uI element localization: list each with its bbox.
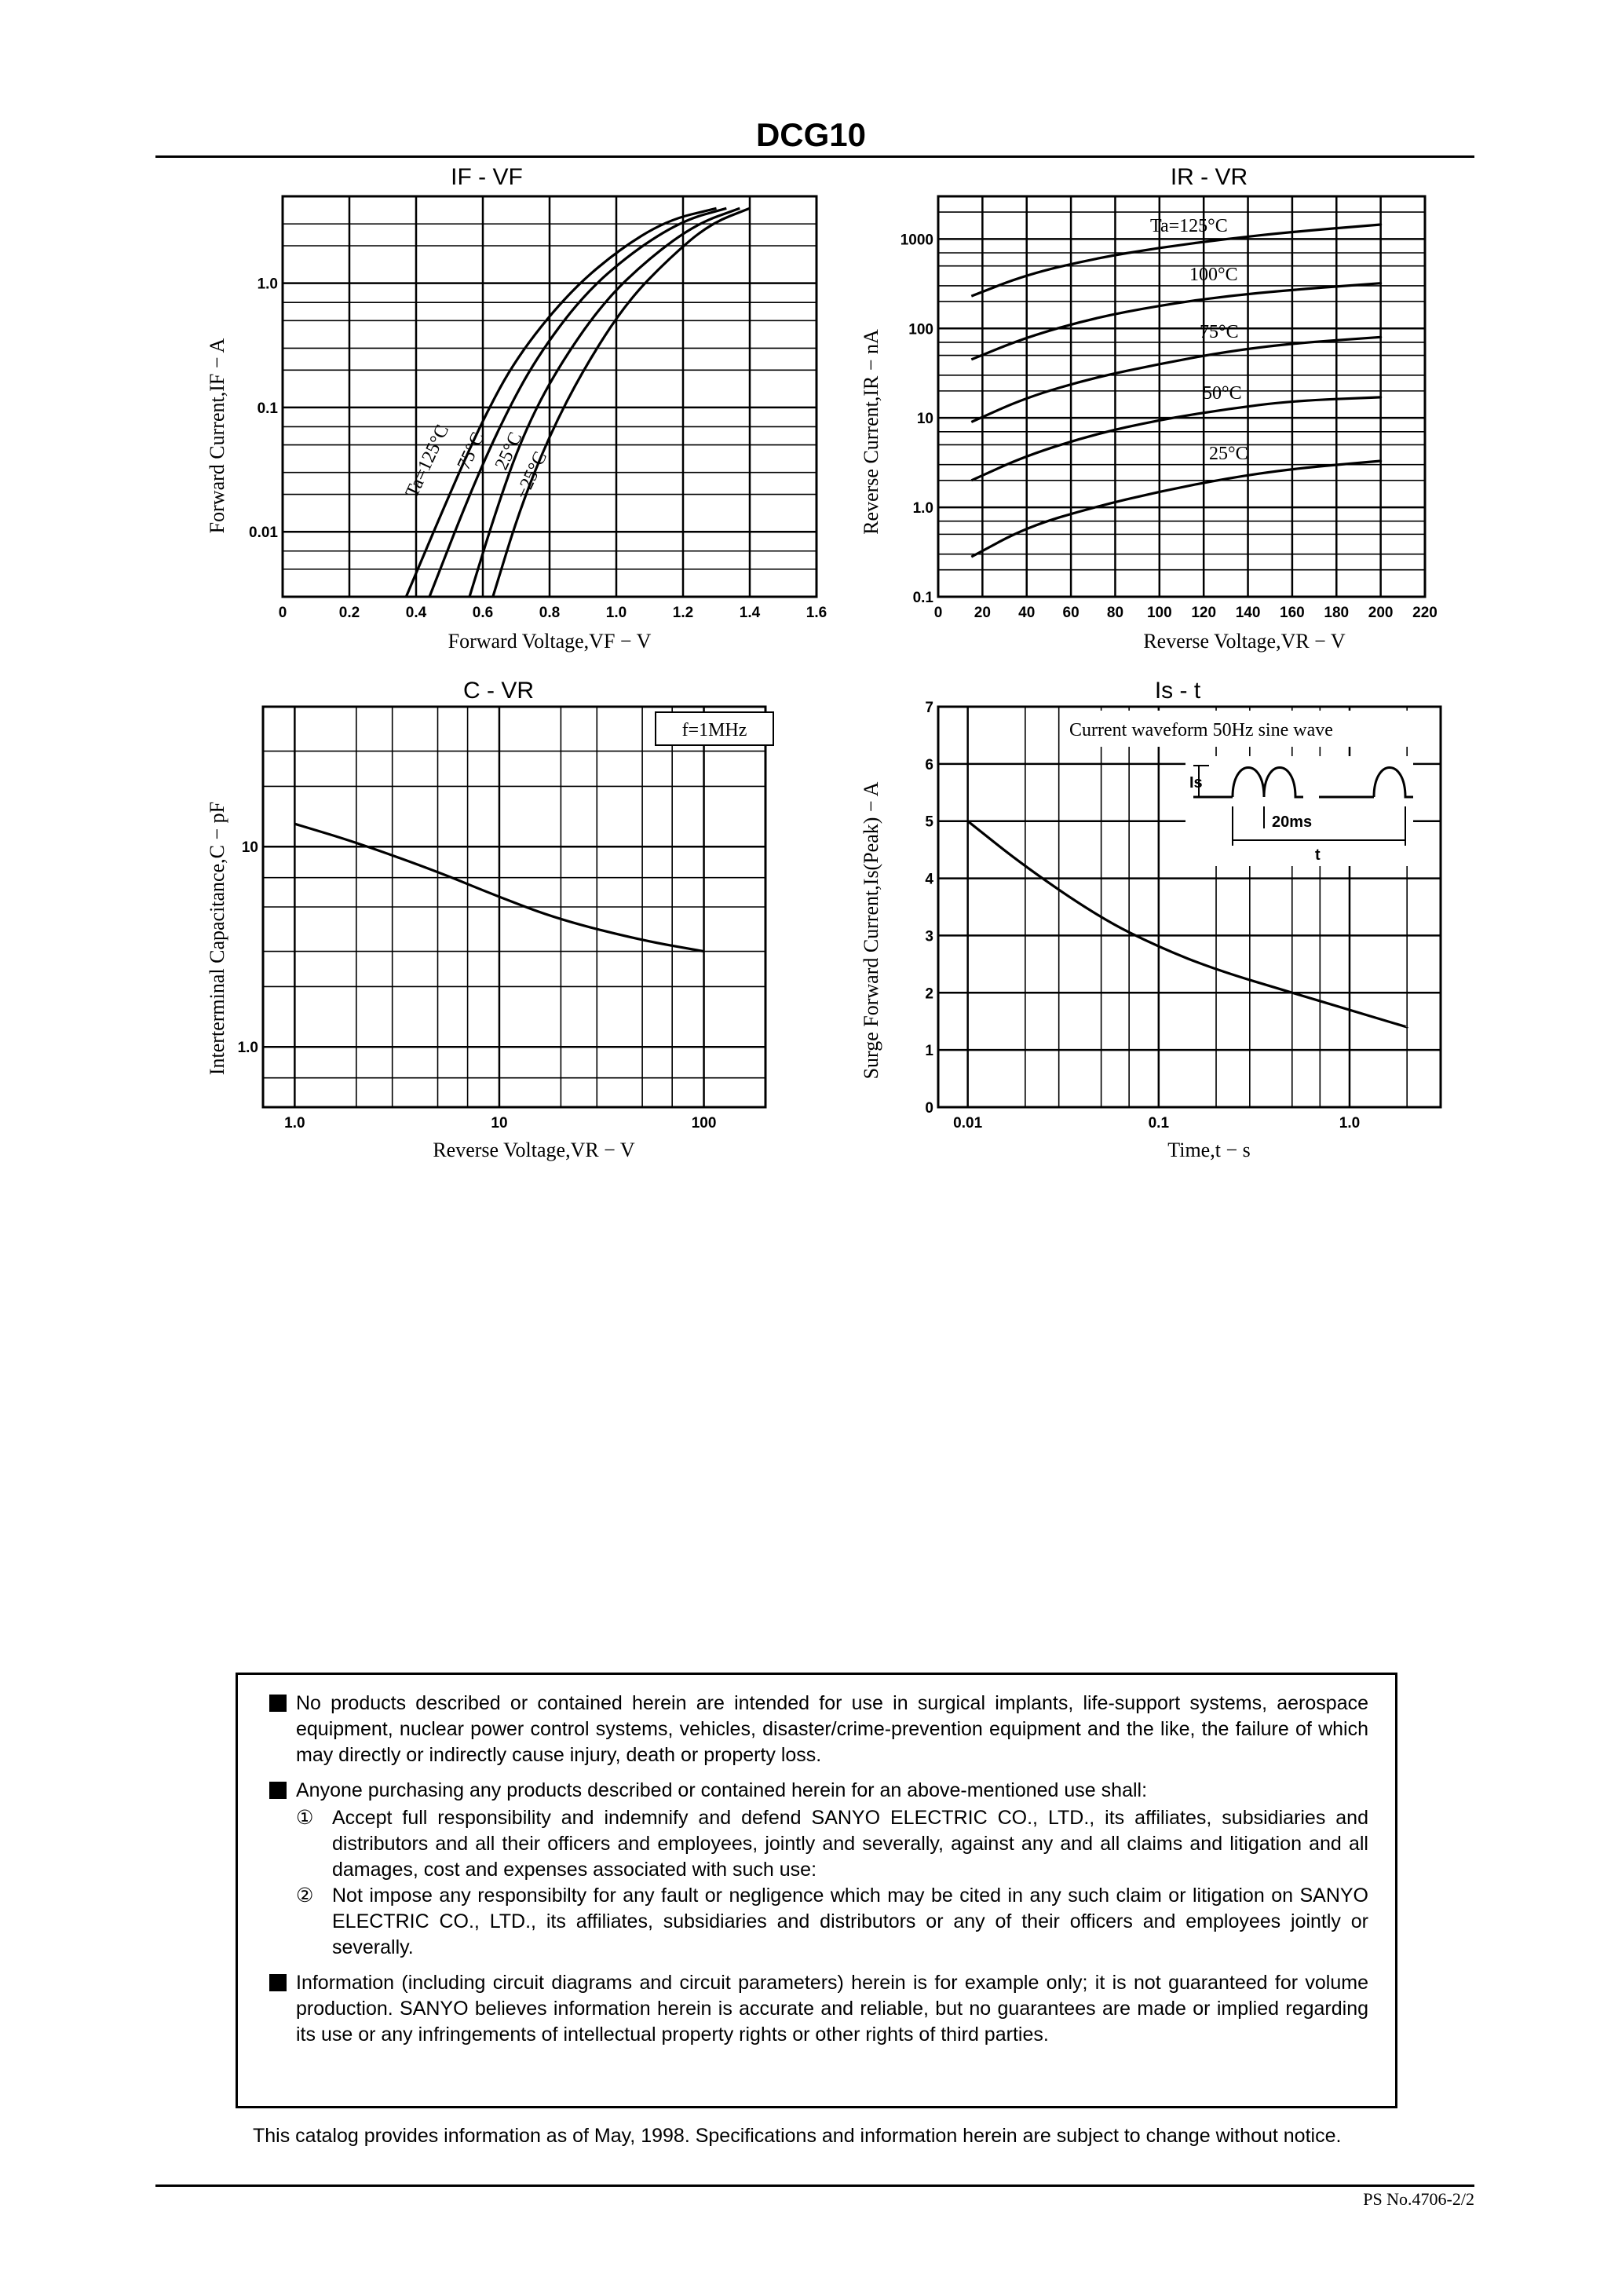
notice-sub-1: [269, 1805, 1368, 1883]
inset-label-t: t: [1315, 846, 1321, 864]
y-tick-label: 2: [925, 985, 933, 1003]
y-axis-label: Surge Forward Current,Is(Peak) − A: [860, 781, 882, 1080]
x-tick-label: 0: [278, 605, 287, 621]
x-tick-label: 1.4: [739, 605, 761, 621]
x-tick-label: 0.01: [953, 1115, 983, 1132]
x-tick-label: 20: [974, 605, 991, 621]
x-tick-label: 60: [1062, 605, 1080, 621]
y-tick-label: 0.1: [912, 590, 933, 606]
series-line: [493, 208, 750, 597]
y-tick-label: 0: [925, 1100, 933, 1117]
y-tick-label: 1.0: [912, 500, 933, 517]
x-tick-label: 180: [1324, 605, 1350, 621]
y-axis-label: Interterminal Capacitance,C − pF: [206, 801, 228, 1076]
frequency-annotation: f=1MHz: [681, 720, 747, 740]
x-tick-label: 140: [1235, 605, 1261, 621]
y-tick-label: 1.0: [237, 1040, 258, 1057]
y-tick-label: 10: [916, 411, 933, 428]
x-tick-label: 0.2: [338, 605, 360, 621]
series-line: [429, 208, 726, 597]
x-tick-label: 200: [1368, 605, 1394, 621]
x-tick-label: 10: [491, 1115, 508, 1132]
notice-text: Not impose any responsibilty for any fault or negligence which may be cited in any such claim or litigation on SANYO ELECTRIC CO., LTD., its affiliates, subsidiaries and distributors or any of their officers and employees jointly or severally.: [332, 1885, 1368, 1958]
plot-grid: [238, 707, 765, 1132]
x-axis-label: Time,t − s: [1167, 1139, 1251, 1161]
y-axis-label: Forward Current,IF − A: [206, 338, 228, 534]
notice-text: Information (including circuit diagrams and circuit parameters) herein is for example only; it is not guaranteed for volume production. SANYO believes information herein is accurate and reliable, but no guarantees are made or implied regarding its use or any infringements of intellectual property rights or other rights of third parties.: [296, 1972, 1368, 2046]
y-tick-label: 0.01: [249, 525, 278, 542]
x-tick-label: 1.0: [284, 1115, 305, 1132]
series-line: [971, 397, 1380, 481]
page-title: DCG10: [755, 116, 867, 153]
x-tick-label: 1.0: [1339, 1115, 1361, 1132]
curve-label-75c: 75°C: [453, 429, 489, 473]
chart-is-t: [860, 671, 1476, 1174]
y-tick-label: 1000: [900, 232, 933, 249]
curve-label-25c: 25°C: [491, 429, 527, 473]
series-line: [971, 461, 1380, 557]
notice-sub-2: [269, 1883, 1368, 1961]
notice-box: [236, 1673, 1397, 2108]
y-tick-label: 1: [925, 1043, 933, 1060]
circled-two-icon: ②: [296, 1885, 314, 1907]
notice-text: Accept full responsibility and indemnify and defend SANYO ELECTRIC CO., LTD., its affiliates, subsidiaries and distributors and all their officers and employees, jointly and severally, against any and all claims and litigation and all damages, cost and expenses associated with such use:: [332, 1807, 1368, 1881]
x-tick-label: 1.2: [672, 605, 694, 621]
chart-title: C - VR: [463, 678, 534, 704]
x-axis-label: Reverse Voltage,VR − V: [433, 1139, 635, 1161]
chart-if-vf: [181, 161, 827, 664]
x-tick-label: 1.0: [605, 605, 627, 621]
series-line: [971, 337, 1380, 422]
y-tick-label: 0.1: [257, 400, 278, 417]
curves: [406, 208, 750, 597]
circled-one-icon: ①: [296, 1807, 314, 1829]
chart-title: IF - VF: [451, 164, 523, 190]
x-tick-label: 80: [1106, 605, 1124, 621]
x-tick-label: 40: [1018, 605, 1036, 621]
inset-label-20ms: 20ms: [1272, 813, 1313, 831]
curve-label-125c: Ta=125°C: [1150, 216, 1228, 236]
plot-grid: [901, 196, 1438, 621]
square-bullet-icon: [269, 1695, 287, 1712]
y-tick-label: 1.0: [257, 276, 278, 293]
inset-label-is: Is: [1189, 774, 1203, 792]
notice-text: Anyone purchasing any products described or contained herein for an above-mentioned use shall:: [296, 1779, 1148, 1801]
footer-rule: [155, 2184, 1474, 2187]
x-tick-label: 1.6: [806, 605, 827, 621]
x-tick-label: 120: [1191, 605, 1217, 621]
x-tick-label: 0.4: [405, 605, 427, 621]
notice-item-3: [269, 1970, 1368, 2048]
x-tick-label: 0.1: [1148, 1115, 1170, 1132]
waveform-annotation: Current waveform 50Hz sine wave: [1069, 720, 1333, 740]
curve-label-25c: 25°C: [1209, 444, 1248, 464]
y-tick-label: 3: [925, 928, 933, 945]
x-tick-label: 100: [1146, 605, 1172, 621]
chart-c-vr: [188, 671, 809, 1174]
y-tick-label: 100: [908, 321, 933, 338]
chart-ir-vr: [860, 161, 1476, 664]
x-axis-label: Reverse Voltage,VR − V: [1143, 630, 1346, 653]
chart-title: IR - VR: [1170, 164, 1248, 190]
chart-title: Is - t: [1154, 678, 1201, 704]
series-line: [971, 283, 1380, 360]
plot-grid: [249, 196, 827, 621]
curve-label-minus25c: −25°C: [511, 448, 552, 503]
x-tick-label: 100: [691, 1115, 717, 1132]
y-tick-label: 10: [241, 839, 258, 857]
x-tick-label: 0.6: [472, 605, 494, 621]
y-tick-label: 5: [925, 813, 933, 831]
curve-label-50c: 50°C: [1203, 383, 1242, 404]
catalog-footnote: This catalog provides information as of May, 1998. Specifications and information herein are subject to change without notice.: [253, 2125, 1342, 2147]
x-axis-label: Forward Voltage,VF − V: [448, 630, 652, 653]
waveform-inset: [1185, 756, 1413, 866]
x-tick-label: 160: [1280, 605, 1305, 621]
curve-label-100c: 100°C: [1189, 265, 1238, 285]
square-bullet-icon: [269, 1974, 287, 1991]
curve-label-75c: 75°C: [1200, 322, 1239, 342]
notice-item-1: [269, 1691, 1368, 1768]
notice-item-2: [269, 1778, 1368, 1804]
x-tick-label: 0.8: [539, 605, 561, 621]
x-tick-label: 220: [1412, 605, 1438, 621]
y-tick-label: 6: [925, 756, 933, 773]
notice-text: No products described or contained herein are intended for use in surgical implants, life-support systems, aerospace equipment, nuclear power control systems, vehicles, disaster/crime-prevention equipment and the like, the failure of which may directly or indirectly cause injury, death or property loss.: [296, 1692, 1368, 1766]
ps-number: PS No.4706-2/2: [1363, 2189, 1474, 2209]
y-axis-label: Reverse Current,IR − nA: [860, 329, 882, 535]
y-tick-label: 4: [925, 871, 933, 888]
x-tick-label: 0: [933, 605, 943, 621]
y-tick-label: 7: [925, 700, 933, 716]
curve-label-125c: Ta=125°C: [401, 422, 454, 501]
header-rule: [155, 155, 1474, 158]
square-bullet-icon: [269, 1782, 287, 1799]
